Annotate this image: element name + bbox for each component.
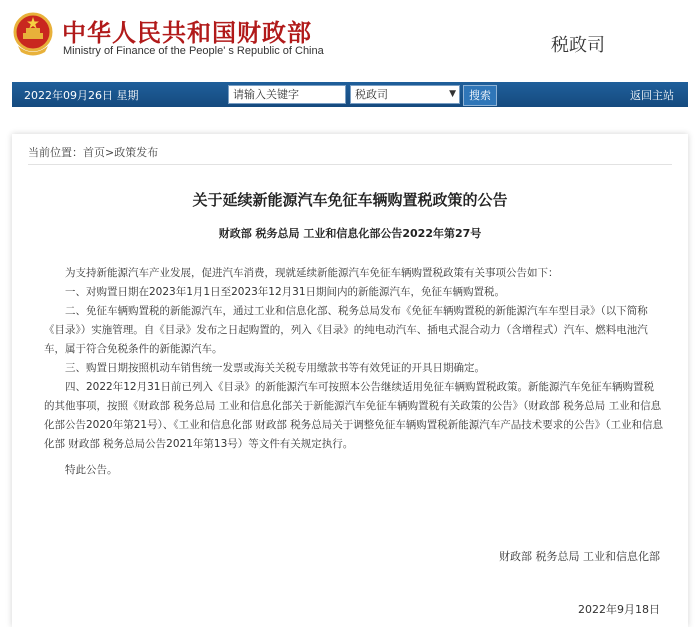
paragraph: 特此公告。 [65,464,118,476]
site-header [0,0,700,78]
search-button[interactable]: 搜索 [463,85,497,106]
scope-select[interactable] [350,85,460,104]
scope-select-value: 税政司 [355,88,388,101]
document-date: 2022年9月18日 [578,603,660,616]
current-date: 2022年09月26日 星期 [24,89,139,102]
site-title-english: Ministry of Finance of the People' s Republic of China [63,45,324,57]
chevron-down-icon: ▼ [449,89,456,99]
site-title: 中华人民共和国财政部 [62,19,312,47]
content-panel [12,134,688,627]
paragraph: 四、2022年12月31日前已列入《目录》的新能源汽车可按照本公告继续适用免征车辆购置税政策。新能源汽车免征车辆购置税的其他事项，按照《财政部 税务总局 工业和信息化部关于新能源汽车免征车辆购置税有关政策的公告》（财政部 税务总局 工业和信息化部公告2020年第21号）、《工业和信息化部 财政部 税务总局关于调整免征车辆购置税新能源汽车产品技术要求的公告》（工业和信息化部 财政部 税务总局公告2021年第13号）等文件有关规定执行。 [44,381,664,450]
breadcrumb[interactable]: 当前位置：首页>政策发布 [28,146,159,159]
paragraph: 二、免征车辆购置税的新能源汽车，通过工业和信息化部、税务总局发布《免征车辆购置税的新能源汽车车型目录》（以下简称《目录》）实施管理。自《目录》发布之日起购置的，列入《目录》的纯电动汽车、插电式混合动力（含增程式）汽车、燃料电池汽车，属于符合免税条件的新能源汽车。 [44,305,648,355]
document-title: 关于延续新能源汽车免征车辆购置税政策的公告 [192,191,508,209]
paragraph: 三、购置日期按照机动车销售统一发票或海关关税专用缴款书等有效凭证的开具日期确定。 [65,362,485,374]
back-home-link[interactable]: 返回主站 [630,89,674,102]
department-name: 税政司 [551,35,605,56]
document-number: 财政部 税务总局 工业和信息化部公告2022年第27号 [218,227,482,240]
search-input[interactable]: 请输入关键字 [228,85,346,104]
signature: 财政部 税务总局 工业和信息化部 [499,550,660,563]
divider [28,164,672,165]
paragraph: 为支持新能源汽车产业发展，促进汽车消费，现就延续新能源汽车免征车辆购置税政策有关事项公告如下： [65,267,559,279]
document-body [44,264,664,480]
paragraph: 一、对购置日期在2023年1月1日至2023年12月31日期间内的新能源汽车，免征车辆购置税。 [65,286,506,298]
nav-bar [12,82,688,107]
national-emblem-icon [12,12,54,56]
